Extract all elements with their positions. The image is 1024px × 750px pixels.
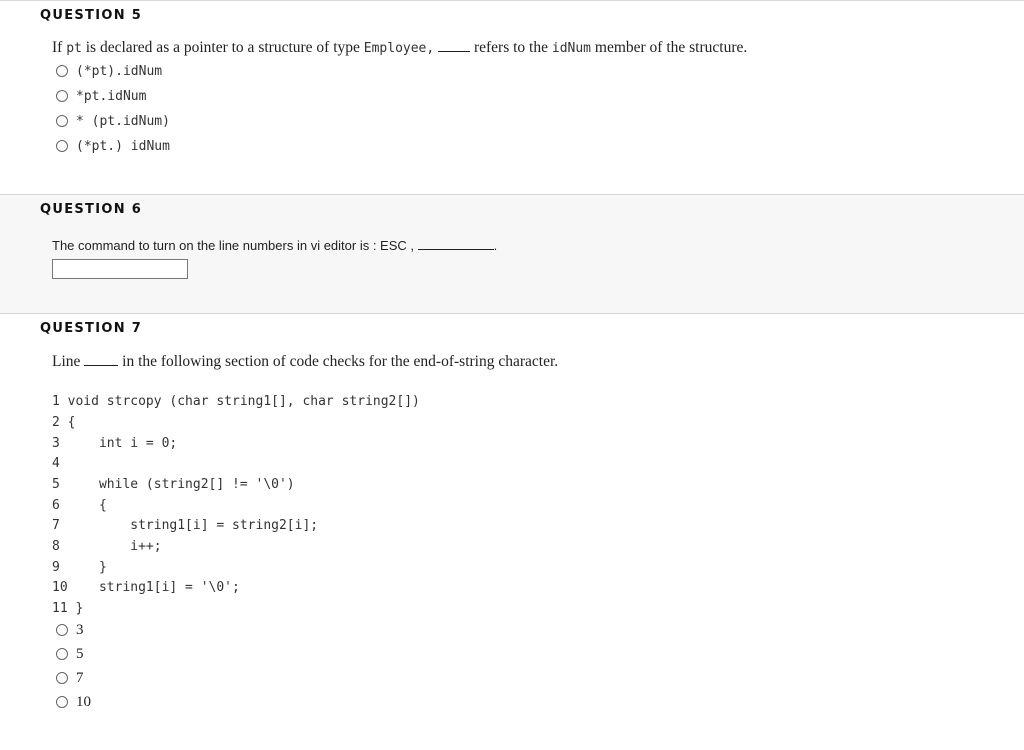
q5-option-4-label: (*pt.) idNum	[76, 138, 170, 154]
code-line-8: 8 i++;	[52, 539, 162, 554]
code-line-3: 3 int i = 0;	[52, 436, 178, 451]
code-line-6: 6 {	[52, 498, 107, 513]
q5-option-2-label: *pt.idNum	[76, 88, 147, 104]
q5-option-1[interactable]	[56, 61, 162, 81]
q7-option-1-label: 3	[76, 621, 84, 638]
radio-button[interactable]	[56, 115, 68, 127]
q7-option-4-label: 10	[76, 693, 91, 710]
q5-option-3[interactable]	[56, 111, 170, 131]
q7-option-1[interactable]	[56, 620, 84, 640]
code-line-11: 11 }	[52, 601, 84, 616]
q5-text-end: member of the structure.	[591, 39, 748, 56]
q6-blank	[418, 248, 494, 250]
code-line-10: 10 string1[i] = '\0';	[52, 580, 240, 595]
code-line-9: 9 }	[52, 560, 107, 575]
radio-button[interactable]	[56, 140, 68, 152]
q7-text-post: in the following section of code checks for the end-of-string character.	[118, 353, 559, 370]
q5-text-pt: pt	[66, 41, 82, 56]
radio-button[interactable]	[56, 65, 68, 77]
question-7-section	[0, 313, 1024, 750]
radio-button[interactable]	[56, 672, 68, 684]
q5-option-3-label: * (pt.idNum)	[76, 113, 170, 129]
q5-option-4[interactable]	[56, 136, 170, 156]
q7-option-4[interactable]	[56, 692, 91, 712]
q7-blank	[84, 364, 118, 366]
q7-option-3[interactable]	[56, 668, 84, 688]
q7-option-3-label: 7	[76, 669, 84, 686]
radio-button[interactable]	[56, 90, 68, 102]
q7-option-2-label: 5	[76, 645, 84, 662]
code-line-2: 2 {	[52, 415, 76, 430]
q5-text-member: idNum	[551, 41, 592, 56]
q5-text-mid: is declared as a pointer to a structure of type	[81, 39, 364, 56]
code-line-5: 5 while (string2[] != '\0')	[52, 477, 295, 492]
question-5-text	[52, 39, 747, 57]
q5-text-pre: If	[52, 39, 67, 56]
question-5-section	[0, 0, 1024, 195]
radio-button[interactable]	[56, 624, 68, 636]
code-line-4: 4	[52, 456, 60, 471]
code-line-1: 1 void strcopy (char string1[], char string2[])	[52, 394, 420, 409]
q5-option-2[interactable]	[56, 86, 146, 106]
radio-button[interactable]	[56, 696, 68, 708]
code-line-7: 7 string1[i] = string2[i];	[52, 518, 319, 533]
question-5-title: QUESTION 5	[40, 8, 143, 23]
q7-text-pre: Line	[52, 353, 81, 370]
radio-button[interactable]	[56, 648, 68, 660]
question-7-text	[52, 353, 558, 371]
q5-blank	[438, 50, 470, 52]
q5-text-type: Employee,	[363, 41, 435, 56]
q6-text: The command to turn on the line numbers in vi editor is : ESC ,	[52, 238, 415, 253]
question-6-text	[52, 238, 497, 253]
q6-text-end: .	[493, 238, 498, 253]
q6-answer-input[interactable]	[52, 259, 188, 279]
q5-option-1-label: (*pt).idNum	[76, 63, 163, 79]
question-6-section	[0, 194, 1024, 314]
q7-option-2[interactable]	[56, 644, 84, 664]
question-7-title: QUESTION 7	[40, 321, 143, 336]
q5-text-after: refers to the	[470, 39, 552, 56]
question-6-title: QUESTION 6	[40, 202, 143, 217]
